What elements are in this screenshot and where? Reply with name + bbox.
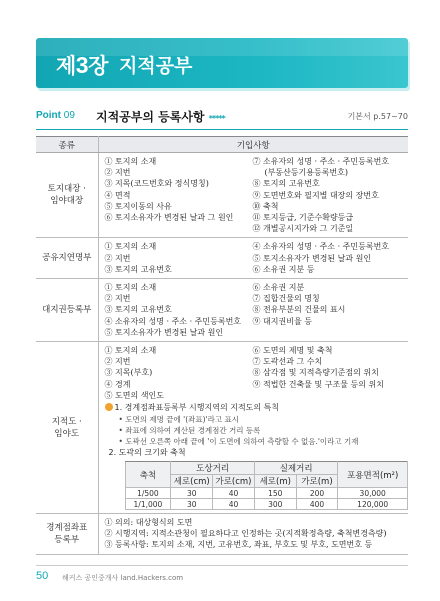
size-area-header: [338, 462, 408, 488]
list-item: ⑦ 소유자의 성명 · 주소 · 주민등록번호: [252, 157, 390, 166]
size-rh: 400: [296, 499, 338, 510]
importance-stars: *****: [208, 114, 225, 123]
row-kind-line: 등록부: [54, 534, 80, 545]
list-item: ④ 소유자의 성명 · 주소 · 주민등록번호: [252, 242, 390, 252]
row-body: [98, 238, 408, 279]
chapter-prefix: 제: [56, 55, 76, 78]
row-kind: [36, 279, 98, 342]
list-item: ⑥ 토지소유자가 변경된 날과 그 원인: [104, 213, 234, 223]
row-kind-line: 임야도: [54, 428, 80, 439]
size-row: [125, 488, 408, 499]
row-body: [98, 279, 408, 342]
list-item: ② 시행지역: 지적소관청이 필요하다고 인정하는 곳(지적확정측량, 축척변경측량): [104, 529, 387, 539]
list-item: ② 지번: [104, 294, 131, 304]
list-item: ① 토지의 소재: [104, 346, 157, 356]
point-title: [96, 108, 225, 125]
row-kind-line: 지적도 ·: [51, 416, 82, 427]
list-item: ⑥ 소유권 지분 등: [252, 264, 315, 274]
point-label: [36, 110, 75, 121]
list-item: ⑫ 개별공시지가와 그 기준일: [252, 224, 354, 234]
textbook-reference: 기본서 p.57~70: [347, 112, 408, 121]
row-kind-line: 공유지연명부: [42, 253, 92, 264]
list-item: ⑥ 소유권 지분: [252, 283, 305, 293]
table-header-row: [36, 137, 408, 153]
list-item: ③ 지목(코드번호와 정식명칭): [104, 179, 209, 189]
map-size-title: 2. 도곽의 크기와 축척: [108, 448, 186, 458]
row-body: [98, 342, 408, 514]
chapter-banner: [36, 38, 408, 88]
size-scale: 1/1,000: [125, 499, 171, 510]
list-item: ⑤ 토지이동의 사유: [104, 201, 172, 211]
table-row: [36, 342, 408, 514]
list-item: ② 지번: [104, 168, 131, 178]
row-kind: [36, 514, 98, 555]
list-item: ③ 토지의 고유번호: [104, 305, 172, 315]
row-body: [98, 514, 408, 555]
right-column: [253, 156, 409, 234]
list-item: ① 의의: 대상형식의 도면: [104, 518, 193, 528]
footer-divider: [36, 565, 408, 566]
list-item: • 좌표에 의하여 계산된 경계점간 거리 등록: [118, 426, 261, 436]
registration-table: [36, 136, 408, 555]
row-kind: [36, 153, 98, 238]
list-item: ⑨ 도면번호와 필지별 대장의 장번호: [252, 190, 379, 200]
right-column: [253, 241, 409, 275]
list-item: ② 지번: [104, 253, 131, 263]
list-item: • 도곽선 오른쪽 아래 끝에 '이 도면에 의하여 측량할 수 없음.'이라고 기재: [118, 437, 359, 447]
header-content: 기입사항: [98, 137, 408, 153]
list-item: ⑩ 축척: [252, 201, 279, 211]
point-divider: [36, 129, 408, 130]
row-kind: [36, 342, 98, 514]
list-item: ④ 면적: [104, 190, 131, 200]
size-dh: 40: [213, 488, 255, 499]
list-item: (부동산등기용등록번호): [264, 168, 349, 178]
size-row: [125, 499, 408, 510]
size-area: 30,000: [338, 488, 408, 499]
map-special-rules: [105, 402, 409, 447]
left-column: [105, 345, 253, 401]
list-item: • 도면의 제명 끝에 '(좌표)'라고 표시: [118, 415, 240, 425]
list-item: ⑪ 토지등급, 기준수확량등급: [252, 213, 354, 223]
list-item: ⑤ 토지소유자가 변경된 날과 원인: [104, 327, 224, 337]
map-size-table: [125, 461, 409, 510]
list-item: ⑧ 삼각점 및 지적측량기준점의 위치: [252, 368, 379, 378]
row-kind-line: 대지권등록부: [42, 305, 92, 316]
size-scale: 1/500: [125, 488, 171, 499]
list-item: ③ 등록사항: 토지의 소재, 지번, 고유번호, 좌표, 부호도 및 부호, 도면번호 등: [104, 540, 373, 550]
header-kind: 종류: [36, 137, 98, 153]
size-drawing-vertical: 세로(cm): [171, 475, 213, 488]
list-item: ③ 토지의 고유번호: [104, 264, 172, 274]
chapter-suffix: 장: [88, 55, 108, 78]
size-rv: 300: [254, 499, 296, 510]
chapter-number: [56, 50, 108, 80]
special-rules-title: [105, 402, 409, 414]
size-real-horizontal: 가로(m): [296, 475, 338, 488]
list-item: ⑦ 집합건물의 명칭: [252, 294, 320, 304]
list-item: ② 지번: [104, 357, 131, 367]
row-kind-line: 경계점좌표: [46, 522, 88, 533]
list-item: ④ 소유자의 성명 · 주소 · 주민등록번호: [104, 316, 242, 326]
table-row: [36, 279, 408, 342]
list-item: ① 토지의 소재: [104, 242, 157, 252]
list-item: ⑤ 토지소유자가 변경된 날과 원인: [252, 253, 372, 263]
list-item: ⑧ 전유부분의 건물의 표시: [252, 305, 346, 315]
size-rv: 150: [254, 488, 296, 499]
table-row: [36, 514, 408, 555]
special-rules-title-text: 1. 경계점좌표등록부 시행지역의 지적도의 특칙: [114, 403, 280, 413]
size-real-vertical: 세로(m): [254, 475, 296, 488]
size-header-row: [125, 462, 408, 475]
left-column: [105, 156, 253, 234]
point-word: Point: [36, 110, 61, 121]
info-dot-icon: [105, 403, 113, 411]
size-dv: 30: [171, 499, 213, 510]
size-dh: 40: [213, 499, 255, 510]
size-drawing-header: 도상거리: [171, 462, 255, 475]
row-kind-line: 임야대장: [50, 196, 84, 207]
list-item: ① 토지의 소재: [104, 283, 157, 293]
list-item: ③ 지목(부호): [104, 368, 153, 378]
size-area: 120,000: [338, 499, 408, 510]
left-column: [105, 241, 253, 275]
list-item: ⑦ 도곽선과 그 수치: [252, 357, 323, 367]
list-item: ⑤ 도면의 색인도: [104, 390, 164, 400]
point-title-text: 지적공부의 등록사항: [96, 110, 205, 124]
list-item: ④ 경계: [104, 379, 131, 389]
list-item: ⑨ 적법한 건축물 및 구조물 등의 위치: [252, 379, 384, 389]
size-dv: 30: [171, 488, 213, 499]
list-item: ⑨ 대지권비율 등: [252, 316, 312, 326]
left-column: [105, 282, 253, 338]
row-body: [98, 153, 408, 238]
right-column: [253, 345, 409, 401]
list-item: ① 토지의 소재: [104, 157, 157, 166]
row-kind: [36, 238, 98, 279]
size-real-header: 실제거리: [254, 462, 337, 475]
point-number: 09: [63, 110, 75, 121]
chapter-digit: 3: [75, 52, 89, 78]
footer-brand: 해커스 공인중개사 land.Hackers.com: [62, 574, 184, 582]
point-header: [36, 108, 408, 128]
right-column: [253, 282, 409, 338]
size-area-header-text: 포용면적(m²): [347, 470, 399, 481]
list-item: ⑥ 도면의 제명 및 축척: [252, 346, 333, 356]
list-item: ⑧ 토지의 고유번호: [252, 179, 320, 189]
page-number: 50: [36, 570, 49, 582]
table-row: [36, 153, 408, 238]
size-scale-header: 축척: [125, 462, 171, 488]
table-row: [36, 238, 408, 279]
size-rh: 200: [296, 488, 338, 499]
row-kind-line: 토지대장 ·: [47, 184, 86, 195]
special-rules-list: [105, 414, 409, 447]
chapter-title: 지적공부: [119, 55, 193, 77]
size-drawing-horizontal: 가로(cm): [213, 475, 255, 488]
